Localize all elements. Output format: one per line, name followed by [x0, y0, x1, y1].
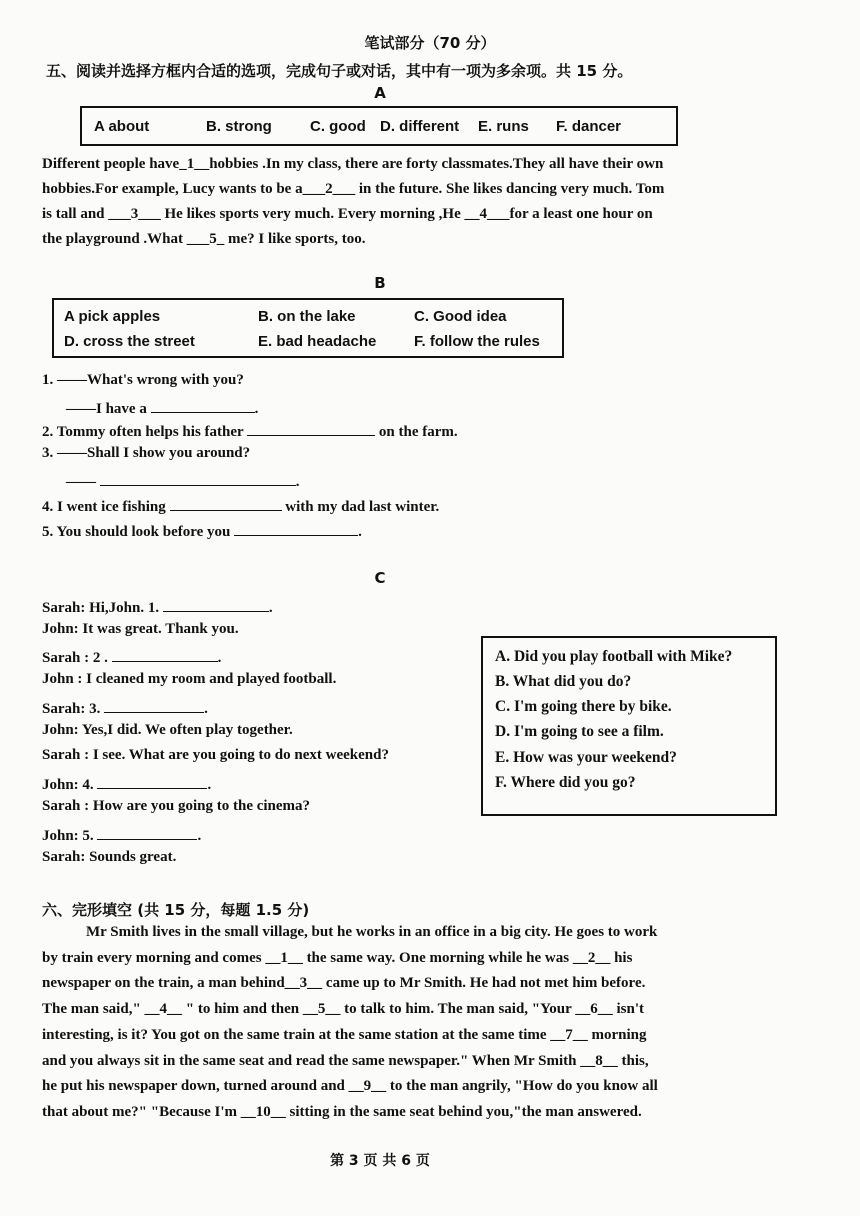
question-4-text-end: with my dad last winter. — [285, 499, 440, 515]
dialogue-line: Sarah: Sounds great. — [42, 849, 177, 865]
answer-blank[interactable] — [97, 824, 197, 840]
option-item: B. strong — [206, 118, 272, 135]
question-1a: 1. ——What's wrong with you? — [42, 372, 244, 388]
section5-heading: 五、阅读并选择方框内合适的选项，完成句子或对话，其中有一项为多余项。共 15 分。 — [46, 62, 633, 80]
option-item: B. What did you do? — [495, 673, 632, 690]
option-item: C. good — [310, 118, 366, 135]
answer-blank[interactable] — [170, 495, 282, 511]
passage-line: interesting, is it? You got on the same train at the same station at the same time __7__ morning — [42, 1026, 647, 1043]
answer-blank[interactable] — [151, 397, 255, 413]
page-footer: 第 3 页 共 6 页 — [330, 1153, 430, 1169]
question-3a: 3. ——Shall I show you around? — [42, 445, 251, 461]
part-a-options-box — [80, 106, 678, 146]
passage-line: The man said," __4__ " to him and then __5__ to talk to him. The man said, "Your __6__ isn't — [42, 1001, 645, 1018]
question-2-text-end: on the farm. — [378, 424, 458, 440]
question-2 — [42, 420, 458, 441]
dialogue-text: John: 4. — [42, 777, 94, 793]
option-item: E. bad headache — [258, 333, 377, 350]
question-4 — [42, 495, 439, 516]
dialogue-line: Sarah : How are you going to the cinema? — [42, 798, 311, 814]
dialogue-line: John: 5. . — [42, 824, 201, 845]
option-item: A about — [94, 118, 150, 135]
option-item: D. different — [380, 118, 460, 135]
dialogue-line: John: It was great. Thank you. — [42, 621, 239, 637]
option-item: D. I'm going to see a film. — [495, 723, 664, 740]
answer-blank[interactable] — [100, 470, 296, 486]
dialogue-line: John : I cleaned my room and played football. — [42, 671, 337, 687]
option-item: A pick apples — [64, 308, 161, 325]
question-3b-text: —— — [66, 474, 96, 490]
passage-line: Different people have_1__hobbies .In my class, there are forty classmates.They all have their own — [42, 156, 664, 172]
answer-blank[interactable] — [97, 773, 207, 789]
answer-blank[interactable] — [104, 697, 204, 713]
answer-blank[interactable] — [247, 420, 375, 436]
option-item: C. I'm going there by bike. — [495, 698, 672, 715]
part-c-options-box — [481, 636, 777, 816]
answer-blank[interactable] — [163, 596, 269, 612]
option-item: F. follow the rules — [414, 333, 540, 350]
question-1b-text: ——I have a — [66, 401, 147, 417]
section6-heading: 六、完形填空 (共 15 分，每题 1.5 分) — [42, 901, 310, 919]
dialogue-text: Sarah : 2 . — [42, 650, 108, 666]
option-item: D. cross the street — [64, 333, 195, 350]
cloze-passage — [42, 920, 658, 1126]
dialogue-line: Sarah : I see. What are you going to do next weekend? — [42, 747, 389, 763]
option-item: F. dancer — [556, 118, 622, 135]
option-item: E. How was your weekend? — [495, 749, 677, 766]
part-b-options-box — [52, 298, 564, 358]
dialogue-line: Sarah : 2 . . — [42, 646, 221, 667]
option-item: E. runs — [478, 118, 529, 135]
part-a-label: A — [374, 84, 386, 102]
question-5: 5. You should look before you . — [42, 520, 362, 541]
page-title: 笔试部分（70 分） — [364, 34, 496, 52]
question-4-text: 4. I went ice fishing — [42, 499, 166, 515]
question-3b: —— . — [66, 470, 300, 491]
option-item: C. Good idea — [414, 308, 507, 325]
dialogue-text: Sarah: Hi,John. 1. — [42, 600, 160, 616]
dialogue-line: John: Yes,I did. We often play together. — [42, 722, 293, 738]
passage-line: the playground .What ___5_ me? I like sports, too. — [42, 231, 366, 247]
passage-line: he put his newspaper down, turned around and __9__ to the man angrily, "How do you know all — [42, 1078, 658, 1095]
dialogue-text: John: 5. — [42, 828, 94, 844]
passage-line: Mr Smith lives in the small village, but he works in an office in a big city. He goes to work — [86, 924, 658, 940]
passage-line: hobbies.For example, Lucy wants to be a___2___ in the future. She likes dancing very much. Tom — [42, 181, 665, 197]
question-2-text: 2. Tommy often helps his father — [42, 424, 244, 440]
option-item: F. Where did you go? — [495, 774, 636, 791]
passage-line: is tall and ___3___ He likes sports very much. Every morning ,He __4___for a least one hour on — [42, 206, 653, 222]
dialogue-line: Sarah: Hi,John. 1. . — [42, 596, 273, 617]
answer-blank[interactable] — [234, 520, 358, 536]
passage-line: that about me?" "Because I'm __10__ sitting in the same seat behind you,"the man answered. — [42, 1103, 642, 1120]
question-5-text: 5. You should look before you — [42, 524, 231, 540]
option-item: B. on the lake — [258, 308, 356, 325]
dialogue-line: John: 4. . — [42, 773, 211, 794]
passage-line: by train every morning and comes __1__ the same way. One morning while he was __2__ his — [42, 949, 633, 966]
answer-blank[interactable] — [112, 646, 218, 662]
part-a-passage — [42, 152, 664, 252]
option-item: A. Did you play football with Mike? — [495, 648, 733, 665]
part-b-label: B — [374, 274, 386, 292]
part-c-label: C — [374, 569, 386, 587]
question-1b: ——I have a . — [66, 397, 258, 418]
passage-line: and you always sit in the same seat and read the same newspaper." When Mr Smith __8__ this, — [42, 1052, 649, 1069]
dialogue-line: Sarah: 3. . — [42, 697, 208, 718]
dialogue-text: Sarah: 3. — [42, 701, 101, 717]
passage-line: newspaper on the train, a man behind__3__ came up to Mr Smith. He had not met him before. — [42, 975, 646, 992]
